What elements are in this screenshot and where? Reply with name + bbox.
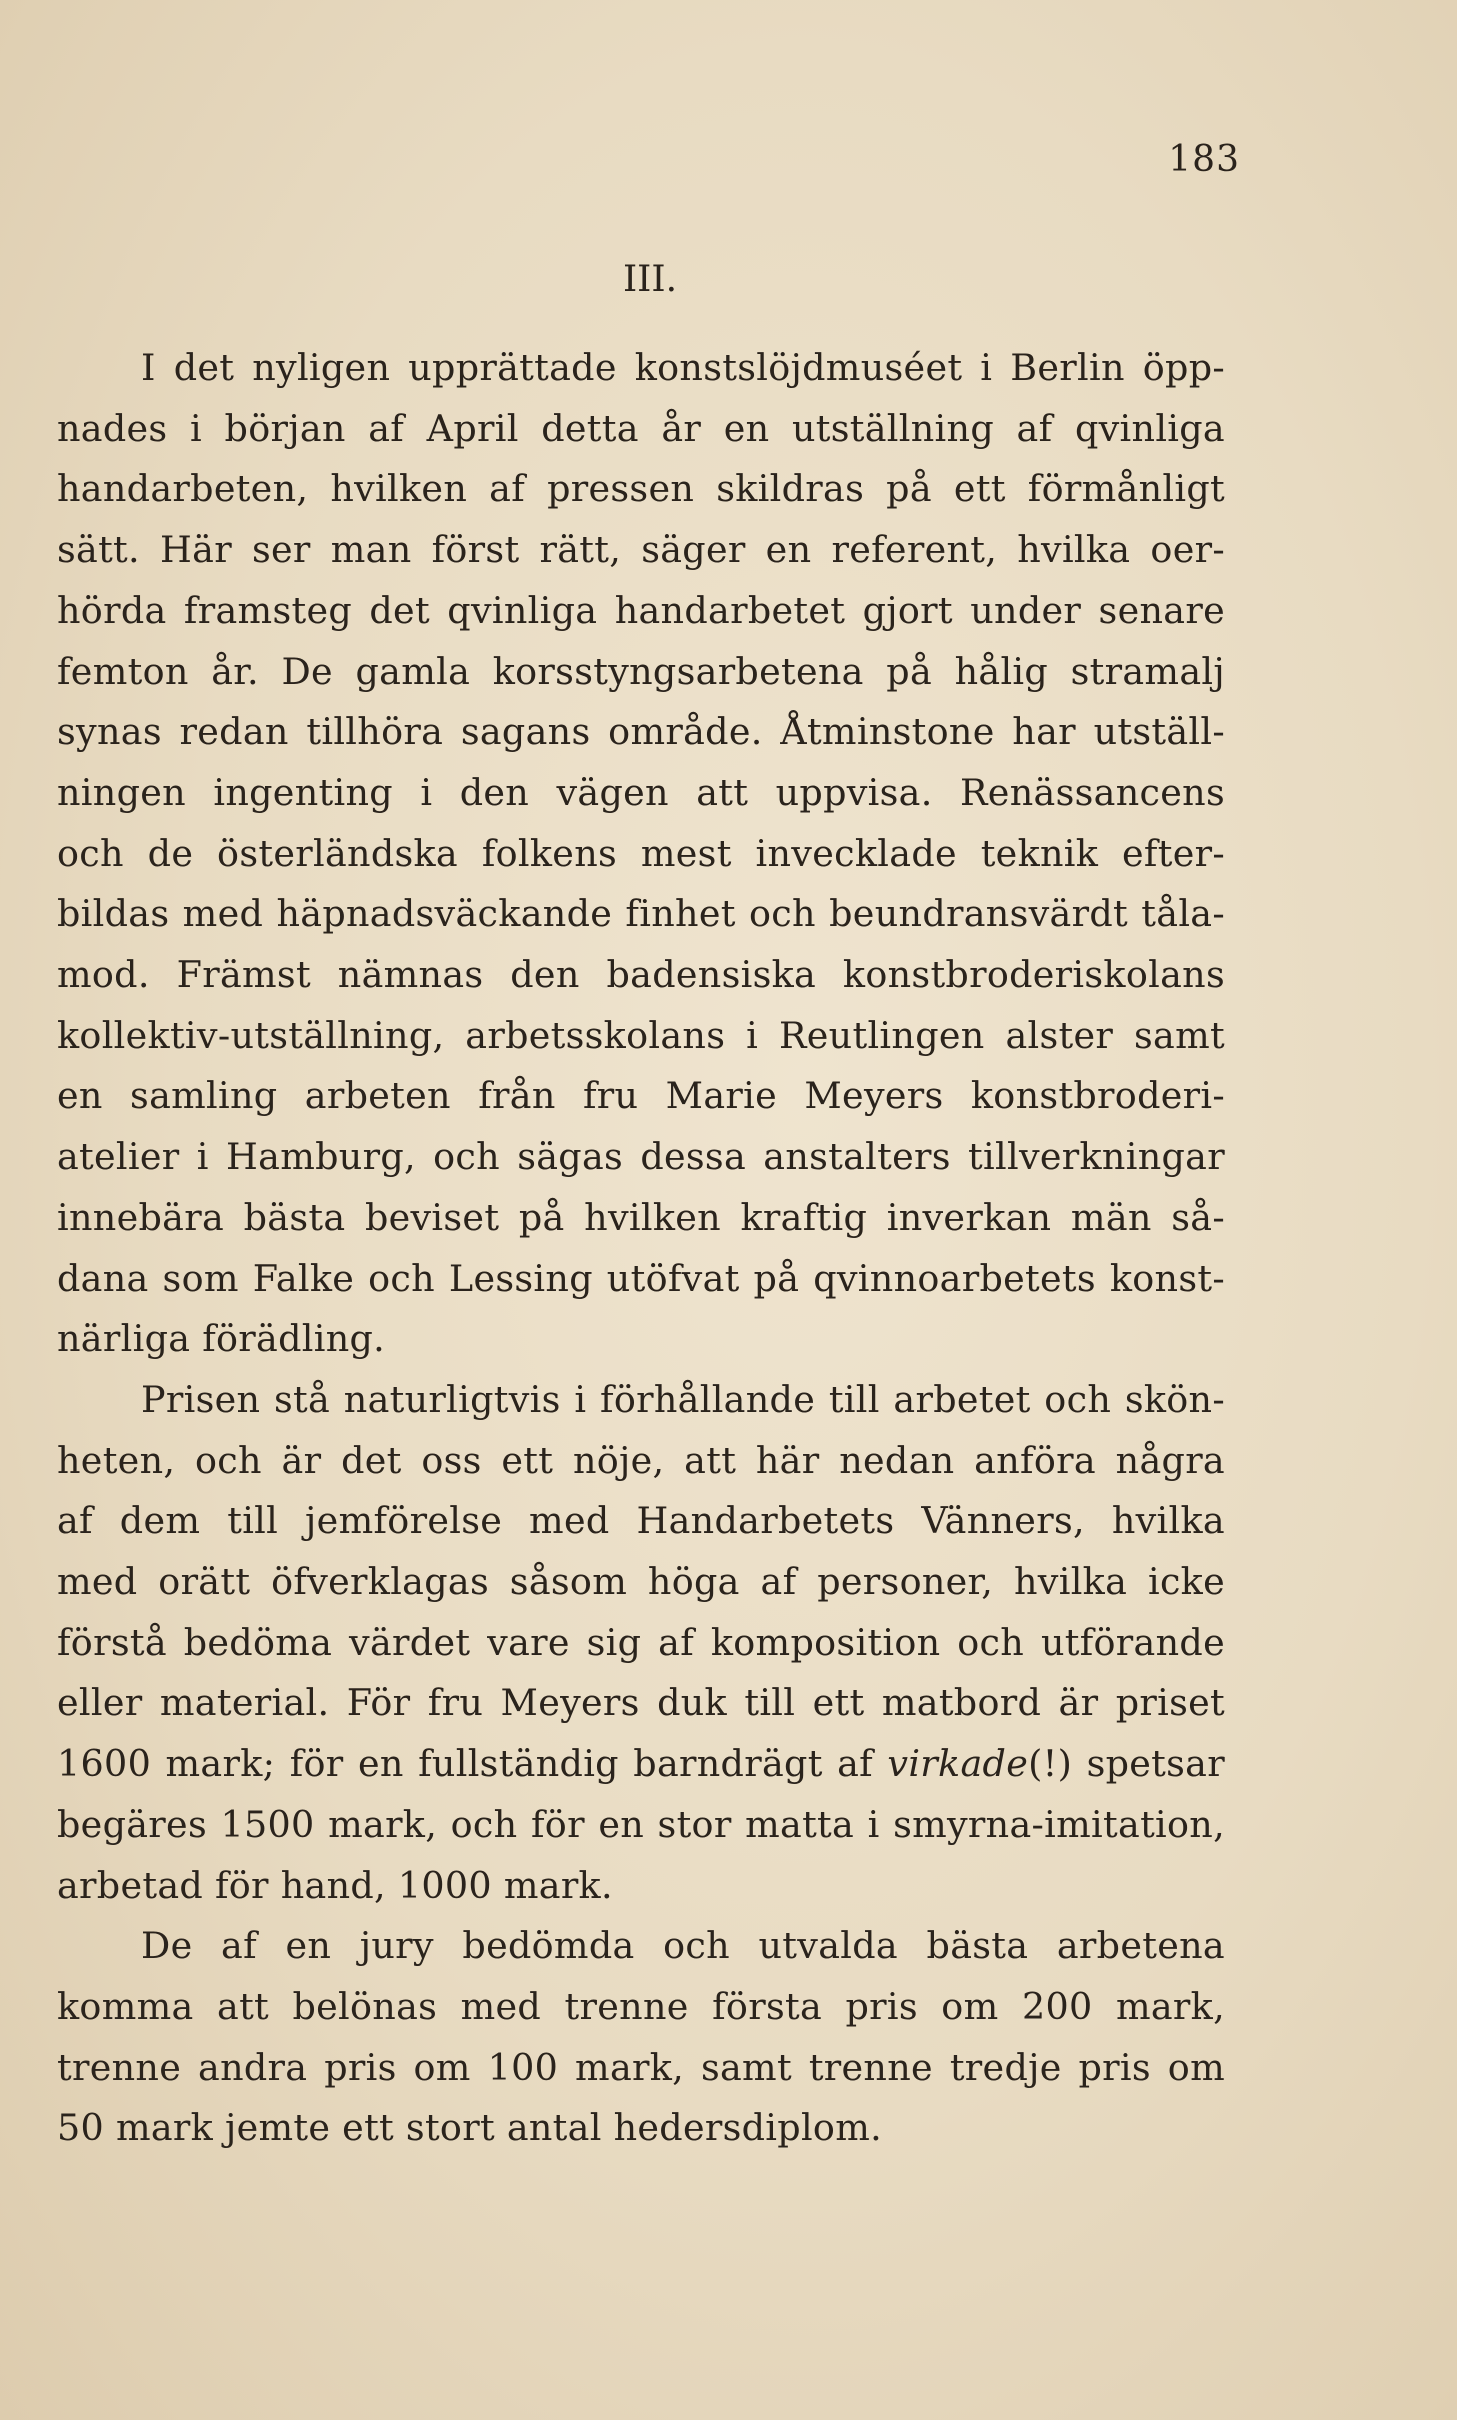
- body-text: [57, 338, 1225, 2159]
- paragraph-1-line-15: innebära bästa beviset på hvilken kraftig inverkan män så-: [57, 1195, 1225, 1239]
- paragraph-2-line-5: förstå bedöma värdet vare sig af komposition och utförande: [57, 1620, 1225, 1664]
- emphasized-word: virkade: [887, 1742, 1029, 1786]
- paragraph-2-line-2: heten, och är det oss ett nöje, att här nedan anföra några: [57, 1438, 1225, 1482]
- paragraph-2-line-3: af dem till jemförelse med Handarbetets Vänners, hvilka: [57, 1499, 1225, 1543]
- paragraph-2-line-7: [57, 1734, 1225, 1795]
- paragraph-2-line-1: Prisen stå naturligtvis i förhållande till arbetet och skön-: [141, 1377, 1225, 1421]
- line-7-after: (!) spetsar: [1028, 1742, 1225, 1786]
- paragraph-3-line-3: trenne andra pris om 100 mark, samt trenne tredje pris om: [57, 2045, 1225, 2089]
- paragraph-3-line-2: komma att belönas med trenne första pris om 200 mark,: [57, 1984, 1225, 2028]
- page-number: 183: [1168, 139, 1240, 180]
- paragraph-2-line-4: med orätt öfverklagas såsom höga af personer, hvilka icke: [57, 1560, 1225, 1604]
- paragraph-1-line-5: hörda framsteg det qvinliga handarbetet gjort under senare: [57, 588, 1225, 632]
- line-7-before: 1600 mark; för en fullständig barndrägt af: [57, 1742, 888, 1786]
- paragraph-1-line-17: närliga förädling.: [57, 1317, 386, 1361]
- paragraph-1-line-4: sätt. Här ser man först rätt, säger en referent, hvilka oer-: [57, 528, 1225, 572]
- paragraph-1-line-10: bildas med häpnadsväckande finhet och beundransvärdt tåla-: [57, 892, 1225, 936]
- paragraph-1-line-8: ningen ingenting i den vägen att uppvisa. Renässancens: [57, 770, 1225, 814]
- paragraph-1-line-1: I det nyligen upprättade konstslöjdmuséet i Berlin öpp-: [141, 346, 1225, 389]
- paragraph-1-line-7: synas redan tillhöra sagans område. Åtminstone har utställ-: [57, 710, 1225, 754]
- section-heading: III.: [622, 259, 678, 300]
- paragraph-3-line-4: 50 mark jemte ett stort antal hedersdiplom.: [57, 2106, 883, 2150]
- paragraph-1-line-13: en samling arbeten från fru Marie Meyers konstbroderi-: [57, 1074, 1225, 1118]
- paragraph-1-line-3: handarbeten, hvilken af pressen skildras på ett förmånligt: [57, 467, 1225, 511]
- paragraph-1-line-2: nades i början af April detta år en utställning af qvinliga: [57, 406, 1225, 450]
- paragraph-2-line-9: arbetad för hand, 1000 mark.: [57, 1863, 613, 1907]
- paragraph-1-line-12: kollektiv-utställning, arbetsskolans i Reutlingen alster samt: [57, 1013, 1225, 1057]
- paragraph-1-line-14: atelier i Hamburg, och sägas dessa anstalters tillverkningar: [57, 1135, 1225, 1179]
- paragraph-3-line-1: De af en jury bedömda och utvalda bästa arbetena: [141, 1924, 1225, 1968]
- paragraph-2-line-6: eller material. För fru Meyers duk till ett matbord är priset: [57, 1681, 1225, 1725]
- paragraph-1-line-16: dana som Falke och Lessing utöfvat på qvinnoarbetets konst-: [57, 1256, 1225, 1300]
- paragraph-1-line-11: mod. Främst nämnas den badensiska konstbroderiskolans: [57, 953, 1225, 997]
- paragraph-1-line-9: och de österländska folkens mest invecklade teknik efter-: [57, 831, 1225, 875]
- paragraph-1-line-6: femton år. De gamla korsstyngsarbetena på hålig stramalj: [57, 649, 1225, 693]
- paragraph-2-line-8: begäres 1500 mark, och för en stor matta i smyrna-imitation,: [57, 1802, 1225, 1846]
